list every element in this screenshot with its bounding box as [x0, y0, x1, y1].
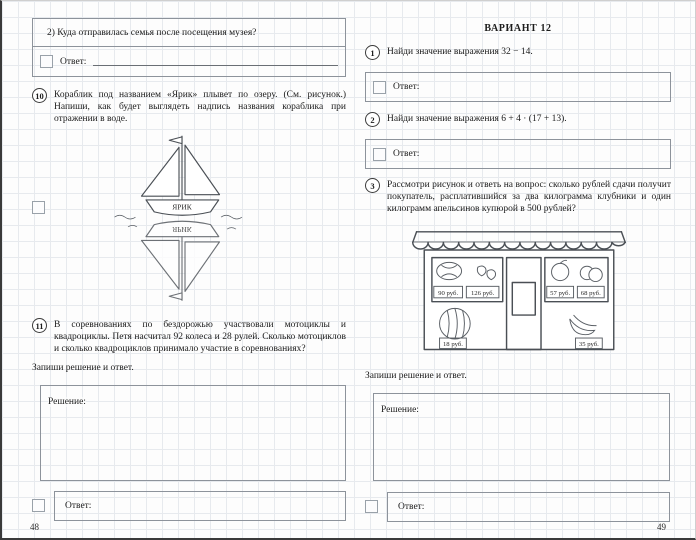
question-11-number: 11 [32, 318, 47, 333]
price-tag-watermelon: 18 руб. [442, 341, 463, 349]
question-3-answer-checkbox [365, 500, 378, 513]
question-3-answer-box [387, 492, 670, 522]
solution-label: Решение: [48, 397, 86, 407]
question-10-number: 10 [32, 88, 47, 103]
price-tag-strawberry: 126 руб. [470, 289, 495, 297]
answer-label: Ответ: [398, 502, 425, 512]
question-11 [32, 319, 346, 355]
shop-illustration [399, 227, 639, 361]
answer-label: Ответ: [393, 149, 420, 159]
price-tag-orange: 57 руб. [550, 289, 571, 297]
shop-figure [399, 227, 639, 361]
question-1-text: Найди значение выражения 32 − 14. [387, 47, 533, 57]
question-1-number: 1 [365, 45, 380, 60]
question-10-text: Кораблик под названием «Ярик» плывет по озеру. (См. рисунок.) Напиши, как будет выглядеть надпись названия кораблика при отражении в воде. [54, 90, 346, 124]
question-11-instruction: Запиши решение и ответ. [32, 363, 134, 373]
boat-name-label: ЯРИК [172, 202, 192, 212]
question-3-instruction: Запиши решение и ответ. [365, 371, 467, 381]
apples-icon [580, 266, 602, 281]
solution-label: Решение: [381, 405, 419, 415]
price-tag-bananas: 35 руб. [578, 341, 599, 349]
question-3-text: Рассмотри рисунок и ответь на вопрос: сколько рублей сдачи получит покупатель, расплатившийся за два килограмма клубники и один килограмм апельсинов купюрой в 500 рублей? [387, 180, 671, 214]
question-2-answer-box [365, 139, 671, 169]
question-2-text-box [32, 18, 346, 47]
question-2-text: Найди значение выражения 6 + 4 · (17 + 13). [387, 114, 567, 124]
watermelon-icon [440, 308, 471, 339]
question-2-answer-row [32, 46, 346, 77]
price-tag-apples: 68 руб. [580, 289, 601, 297]
question-11-answer-checkbox [32, 499, 45, 512]
question-2-text: 2) Куда отправилась семья после посещения музея? [47, 27, 257, 38]
answer-checkbox [373, 81, 386, 94]
question-3-number: 3 [365, 178, 380, 193]
price-tag-melon: 90 руб. [438, 289, 459, 297]
boat-name-reflected: ЯРИК [172, 224, 192, 234]
answer-checkbox [373, 148, 386, 161]
solution-box-right [373, 393, 670, 481]
question-3 [365, 179, 671, 215]
answer-line [93, 65, 338, 66]
awning [413, 232, 625, 249]
question-1 [365, 46, 671, 60]
question-11-answer-box [54, 491, 346, 521]
answer-label: Ответ: [65, 501, 92, 511]
answer-checkbox [40, 55, 53, 68]
question-11-text: В соревнованиях по бездорожью участвовали мотоциклы и квадроциклы. Петя насчитал 92 колеса и 28 рулей. Сколько мотоциклов и сколько квадроциклов принимало участие в соревнованиях? [54, 320, 346, 354]
question-1-answer-box [365, 72, 671, 102]
variant-header: ВАРИАНТ 12 [484, 23, 552, 34]
answer-label: Ответ: [393, 82, 420, 92]
boat-illustration [107, 127, 257, 311]
melon-icon [437, 262, 462, 279]
solution-box-left [40, 385, 346, 481]
answer-label: Ответ: [60, 56, 87, 67]
question-10 [32, 89, 346, 125]
question-2 [365, 113, 671, 127]
question-10-checkbox [32, 201, 45, 214]
page-number-right: 49 [657, 522, 666, 532]
boat-figure [107, 127, 257, 311]
boat-reflection [142, 221, 220, 300]
page-number-left: 48 [30, 522, 39, 532]
question-2-number: 2 [365, 112, 380, 127]
